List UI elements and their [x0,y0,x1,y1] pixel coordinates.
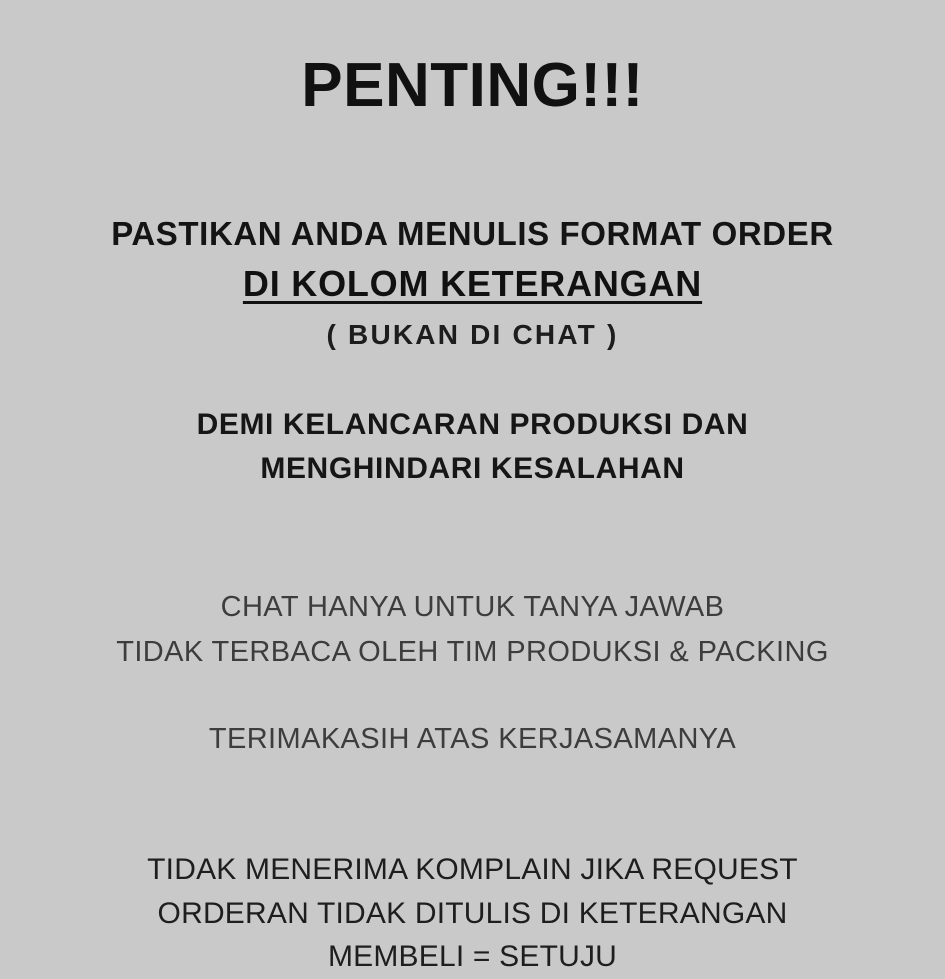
warning-block [0,848,945,979]
page-title: PENTING!!! [301,51,644,120]
note-line-2: TIDAK TERBACA OLEH TIM PRODUKSI & PACKING [116,636,829,669]
thanks-block [0,723,945,756]
instruction-line-2-emphasis: DI KOLOM KETERANGAN [242,263,703,305]
warning-line-3: MEMBELI = SETUJU [327,940,618,974]
instruction-line-1: PASTIKAN ANDA MENULIS FORMAT ORDER [111,215,834,252]
note-line-1: CHAT HANYA UNTUK TANYA JAWAB [220,591,725,624]
instruction-line-3-parenthetical: ( BUKAN DI CHAT ) [326,319,619,351]
reason-line-1: DEMI KELANCARAN PRODUKSI DAN [196,408,749,442]
reason-block [0,403,945,490]
note-block [0,585,945,675]
thanks-line-1: TERIMAKASIH ATAS KERJASAMANYA [208,723,737,756]
reason-line-2: MENGHINDARI KESALAHAN [260,451,685,485]
warning-line-2: ORDERAN TIDAK DITULIS DI KETERANGAN [157,896,788,930]
warning-line-1: TIDAK MENERIMA KOMPLAIN JIKA REQUEST [147,853,798,887]
instruction-block [0,213,945,351]
